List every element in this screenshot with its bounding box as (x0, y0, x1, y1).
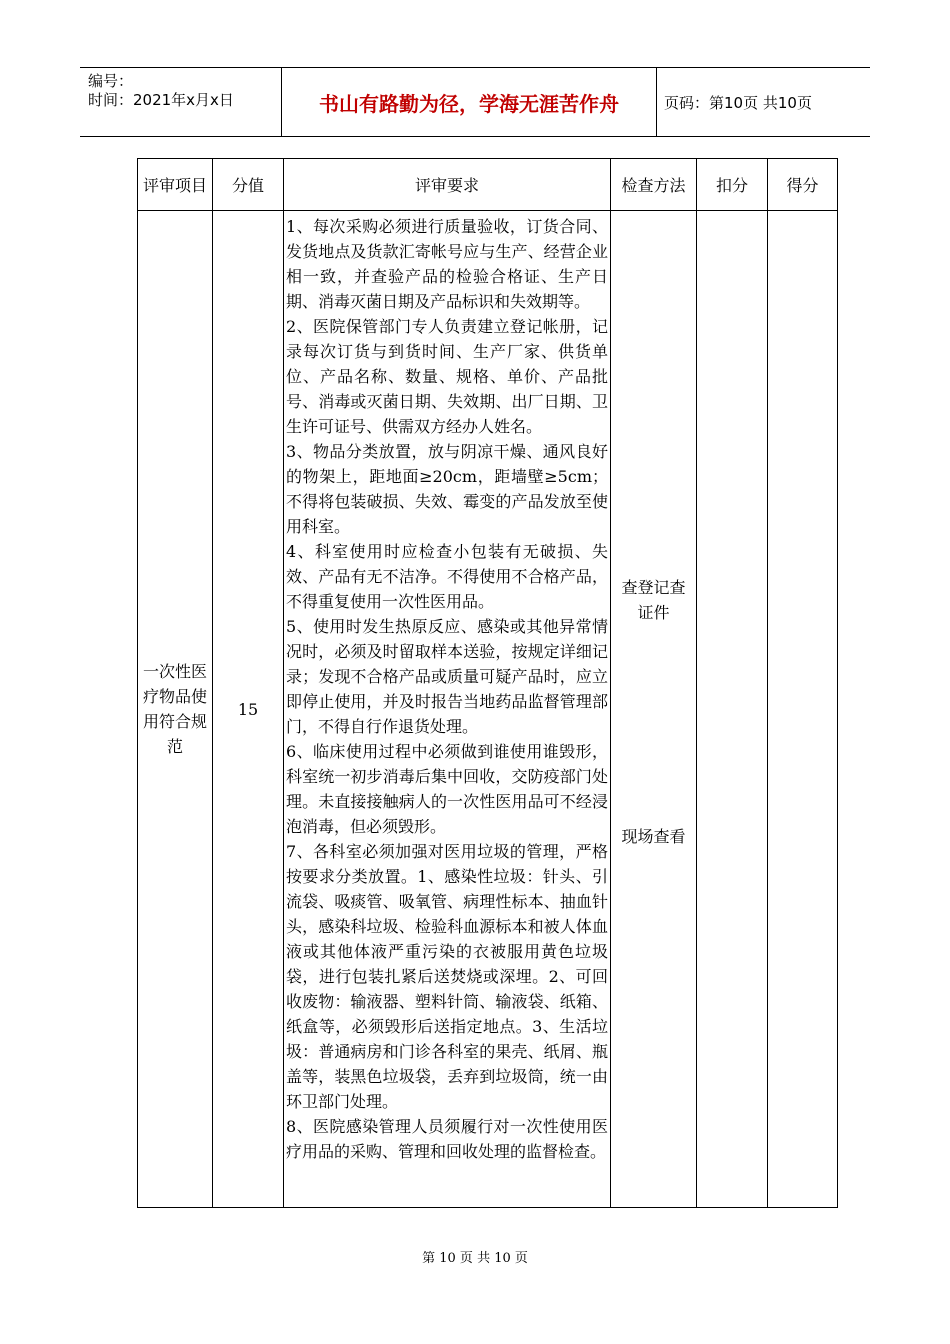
table-row (138, 211, 838, 1208)
requirements-cell (284, 211, 611, 1208)
obtained-cell (768, 211, 838, 1208)
header-left (88, 72, 234, 110)
header-divider (656, 68, 657, 136)
requirement-item: 8、医院感染管理人员须履行对一次性使用医疗用品的采购、管理和回收处理的监督检查。 (286, 1117, 608, 1161)
header-score: 分值 (213, 159, 284, 211)
requirement-item: 3、物品分类放置，放与阴凉干燥、通风良好的物架上，距地面≥20cm，距墙壁≥5cm；不得将包装破损、失效、霉变的产品发放至使用科室。 (286, 442, 608, 536)
review-table (137, 158, 838, 1208)
header-motto: 书山有路勤为径，学海无涯苦作舟 (319, 91, 619, 116)
requirement-item: 7、各科室必须加强对医用垃圾的管理，严格按要求分类放置。1、感染性垃圾：针头、引流袋、吸痰管、吸氧管、病理性标本、抽血针头，感染科垃圾、检验科血源标本和被人体血液或其他体液严重污染的衣被服用黄色垃圾袋，进行包装扎紧后送焚烧或深埋。2、可回收废物：输液器、塑料针筒、输液袋、纸箱、纸盒等，必须毁形后送指定地点。3、生活垃圾：普通病房和门诊各科室的果壳、纸屑、瓶盖等，装黑色垃圾袋，丢弃到垃圾筒，统一由环卫部门处理。 (286, 842, 608, 1111)
check-method-onsite: 现场查看 (621, 827, 686, 846)
requirement-item: 2、医院保管部门专人负责建立登记帐册，记录每次订货与到货时间、生产厂家、供货单位、产品名称、数量、规格、单价、产品批号、消毒或灭菌日期、失效期、出厂日期、卫生许可证号、供需双方经办人姓名。 (286, 317, 608, 436)
header-check-method: 检查方法 (611, 159, 697, 211)
check-method-cell (611, 211, 697, 1208)
deduction-cell (697, 211, 768, 1208)
check-method-records: 查登记查证件 (621, 578, 686, 622)
score-cell: 15 (213, 211, 284, 1208)
requirement-item: 1、每次采购必须进行质量验收，订货合同、发货地点及货款汇寄帐号应与生产、经营企业相一致，并查验产品的检验合格证、生产日期、消毒灭菌日期及产品标识和失效期等。 (286, 217, 608, 311)
review-item-cell: 一次性医疗物品使用符合规范 (138, 211, 213, 1208)
requirement-item: 5、使用时发生热原反应、感染或其他异常情况时，必须及时留取样本送验，按规定详细记录；发现不合格产品或质量可疑产品时，应立即停止使用，并及时报告当地药品监督管理部门，不得自行作退货处理。 (286, 617, 608, 736)
page-header (80, 67, 870, 137)
header-page-label: 页码：第10页 共10页 (664, 93, 812, 112)
header-obtained: 得分 (768, 159, 838, 211)
header-requirements: 评审要求 (284, 159, 611, 211)
header-deduction: 扣分 (697, 159, 768, 211)
date-label: 时间：2021年x月x日 (88, 91, 234, 109)
requirement-item: 4、科室使用时应检查小包装有无破损、失效、产品有无不洁净。不得使用不合格产品，不得重复使用一次性医用品。 (286, 542, 608, 611)
serial-label: 编号： (88, 72, 134, 90)
page-footer: 第 10 页 共 10 页 (422, 1251, 528, 1266)
table-header-row (138, 159, 838, 211)
header-review-item: 评审项目 (138, 159, 213, 211)
requirement-item: 6、临床使用过程中必须做到谁使用谁毁形，科室统一初步消毒后集中回收，交防疫部门处理。未直接接触病人的一次性医用品可不经浸泡消毒，但必须毁形。 (286, 742, 608, 836)
